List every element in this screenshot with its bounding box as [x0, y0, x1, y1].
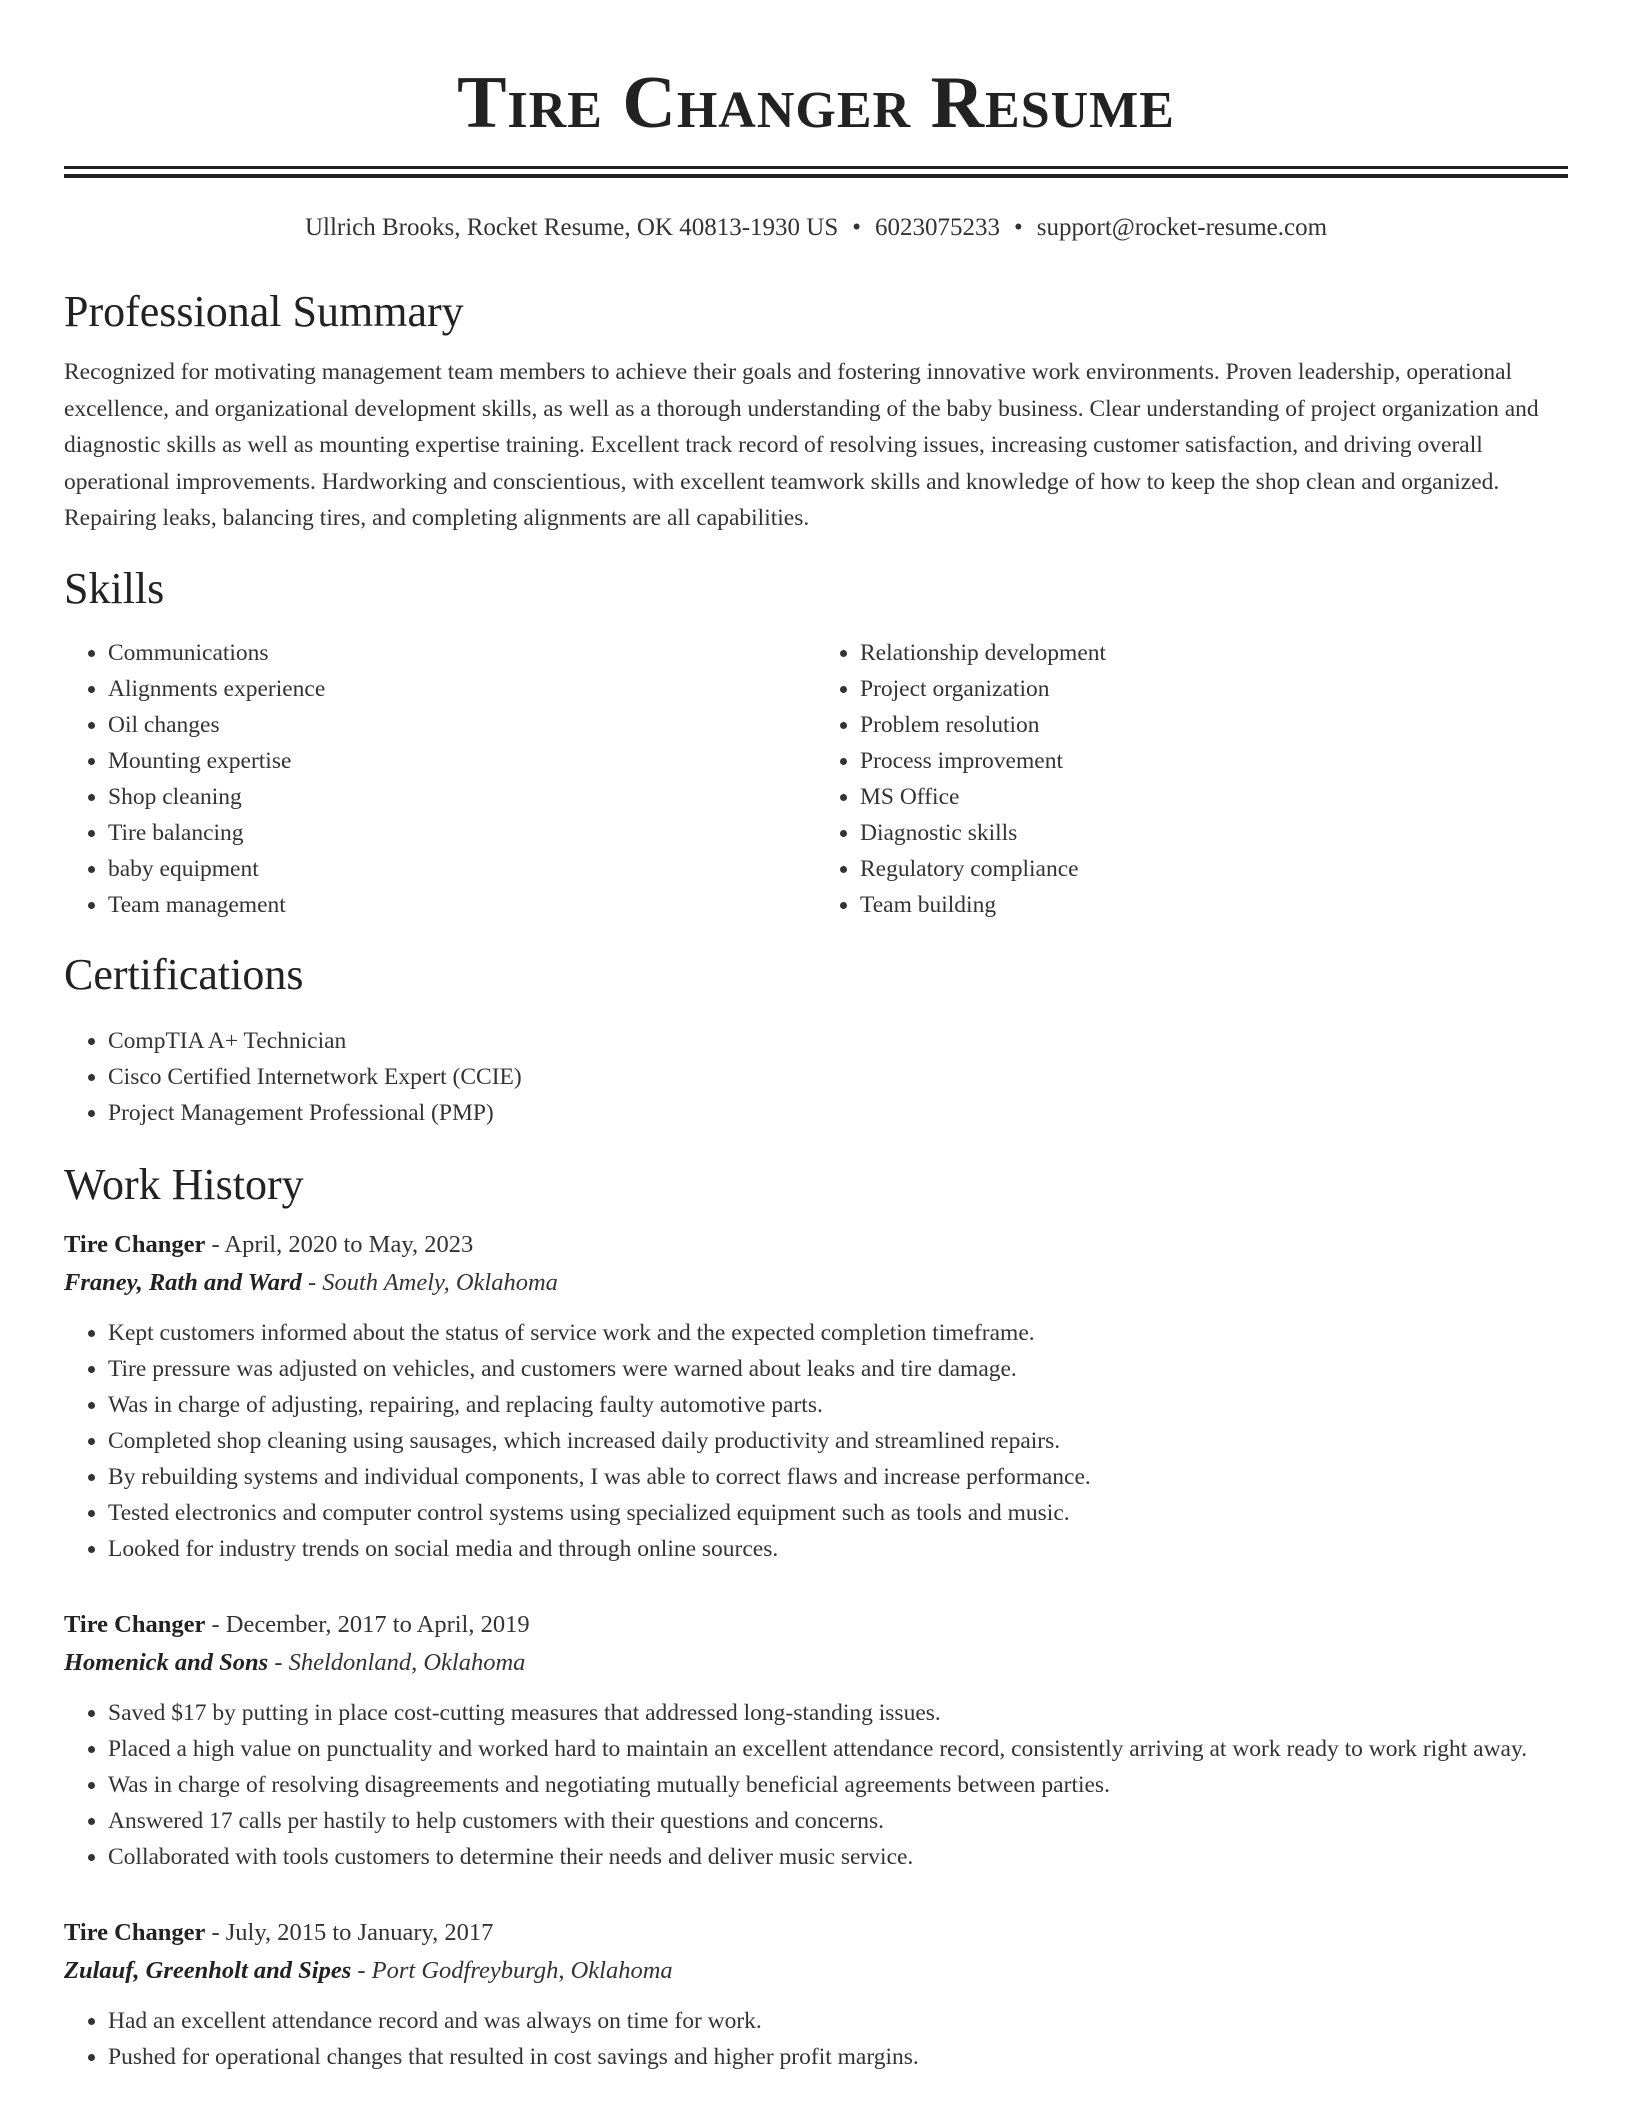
job-title-line — [64, 1915, 1568, 1951]
job-bullet: • Had an excellent attendance record and was always on time for work. — [108, 2003, 1568, 2039]
skill-item: • Shop cleaning — [108, 779, 816, 815]
job-title-line — [64, 1227, 1568, 1263]
job-location: - South Amely, Oklahoma — [307, 1268, 558, 1296]
contact-phone: 6023075233 — [875, 214, 1000, 241]
job-dates: - July, 2015 to January, 2017 — [211, 1918, 494, 1946]
skill-item: • Diagnostic skills — [860, 815, 1568, 851]
skill-item: • Team management — [108, 887, 816, 923]
job-bullet: • Kept customers informed about the status of service work and the expected completion timeframe. — [108, 1315, 1568, 1351]
job-company: Franey, Rath and Ward — [64, 1268, 302, 1296]
skill-item: • Oil changes — [108, 707, 816, 743]
job-bullets — [64, 1695, 1568, 1875]
job-bullets — [64, 1315, 1568, 1567]
title-divider-bottom — [64, 174, 1568, 178]
job-title: Tire Changer — [64, 1610, 206, 1638]
job-company-line — [64, 1951, 1568, 1991]
skill-item: • Team building — [860, 887, 1568, 923]
contact-email: support@rocket-resume.com — [1036, 214, 1328, 241]
job-bullet: • Placed a high value on punctuality and worked hard to maintain an excellent attendance record, consistently arriving at work ready to work right away. — [108, 1731, 1568, 1767]
resume-title: Tire Changer Resume — [457, 62, 1175, 144]
work-history-heading: Work History — [64, 1159, 304, 1209]
job-bullet: • Saved $17 by putting in place cost-cutting measures that addressed long-standing issues. — [108, 1695, 1568, 1731]
contact-address: Ullrich Brooks, Rocket Resume, OK 40813-1930 US — [304, 214, 839, 241]
title-divider-top — [64, 166, 1568, 169]
resume-page — [64, 0, 1568, 2075]
job-title-line — [64, 1607, 1568, 1643]
job-bullet: • Tire pressure was adjusted on vehicles, and customers were warned about leaks and tire damage. — [108, 1351, 1568, 1387]
job-entry — [64, 1607, 1568, 1875]
certification-item: • CompTIA A+ Technician — [108, 1023, 1568, 1059]
job-location: - Sheldonland, Oklahoma — [274, 1648, 526, 1676]
skill-item: • Communications — [108, 635, 816, 671]
skill-item: • Alignments experience — [108, 671, 816, 707]
job-dates: - December, 2017 to April, 2019 — [211, 1610, 530, 1638]
contact-separator: • — [852, 214, 861, 241]
certification-item: • Project Management Professional (PMP) — [108, 1095, 1568, 1131]
job-entry — [64, 1915, 1568, 2075]
job-company-line — [64, 1263, 1568, 1303]
job-bullet: • Looked for industry trends on social media and through online sources. — [108, 1531, 1568, 1567]
job-company: Homenick and Sons — [64, 1648, 269, 1676]
certifications-heading: Certifications — [64, 949, 304, 999]
skill-item: • Problem resolution — [860, 707, 1568, 743]
job-location: - Port Godfreyburgh, Oklahoma — [357, 1956, 673, 1984]
job-bullet: • Collaborated with tools customers to determine their needs and deliver music service. — [108, 1839, 1568, 1875]
job-bullet: • Was in charge of resolving disagreements and negotiating mutually beneficial agreements between parties. — [108, 1767, 1568, 1803]
contact-separator: • — [1014, 214, 1023, 241]
skills-list-right — [816, 635, 1568, 923]
job-entry — [64, 1227, 1568, 1567]
skill-item: • Relationship development — [860, 635, 1568, 671]
skill-item: • baby equipment — [108, 851, 816, 887]
certification-item: • Cisco Certified Internetwork Expert (CCIE) — [108, 1059, 1568, 1095]
skills-heading: Skills — [64, 563, 165, 613]
skills-columns — [64, 635, 1568, 923]
contact-line — [64, 210, 1568, 246]
job-dates: - April, 2020 to May, 2023 — [211, 1230, 474, 1258]
job-company: Zulauf, Greenholt and Sipes — [64, 1956, 352, 1984]
job-bullet: • Completed shop cleaning using sausages, which increased daily productivity and streamlined repairs. — [108, 1423, 1568, 1459]
job-bullet: • Was in charge of adjusting, repairing, and replacing faulty automotive parts. — [108, 1387, 1568, 1423]
summary-text: Recognized for motivating management team members to achieve their goals and fostering innovative work environments. Proven leadership, operational excellence, and organizational development skills, as well as a thorough understanding of the baby business. Clear understanding of project organization and diagnostic skills as well as mounting expertise training. Excellent track record of resolving issues, increasing customer satisfaction, and driving overall operational improvements. Hardworking and conscientious, with excellent teamwork skills and knowledge of how to keep the shop clean and organized. Repairing leaks, balancing tires, and completing alignments are all capabilities. — [64, 359, 1539, 531]
skill-item: • Mounting expertise — [108, 743, 816, 779]
skills-list-left — [64, 635, 816, 923]
job-bullet: • Answered 17 calls per hastily to help customers with their questions and concerns. — [108, 1803, 1568, 1839]
job-title: Tire Changer — [64, 1918, 206, 1946]
skill-item: • Regulatory compliance — [860, 851, 1568, 887]
job-title: Tire Changer — [64, 1230, 206, 1258]
skill-item: • Process improvement — [860, 743, 1568, 779]
job-bullet: • Tested electronics and computer control systems using specialized equipment such as tools and music. — [108, 1495, 1568, 1531]
skill-item: • Project organization — [860, 671, 1568, 707]
job-bullet: • Pushed for operational changes that resulted in cost savings and higher profit margins. — [108, 2039, 1568, 2075]
summary-heading: Professional Summary — [64, 287, 464, 336]
job-bullets — [64, 2003, 1568, 2075]
job-company-line — [64, 1643, 1568, 1683]
skill-item: • Tire balancing — [108, 815, 816, 851]
skill-item: • MS Office — [860, 779, 1568, 815]
certifications-list — [64, 1023, 1568, 1131]
job-bullet: • By rebuilding systems and individual components, I was able to correct flaws and increase performance. — [108, 1459, 1568, 1495]
